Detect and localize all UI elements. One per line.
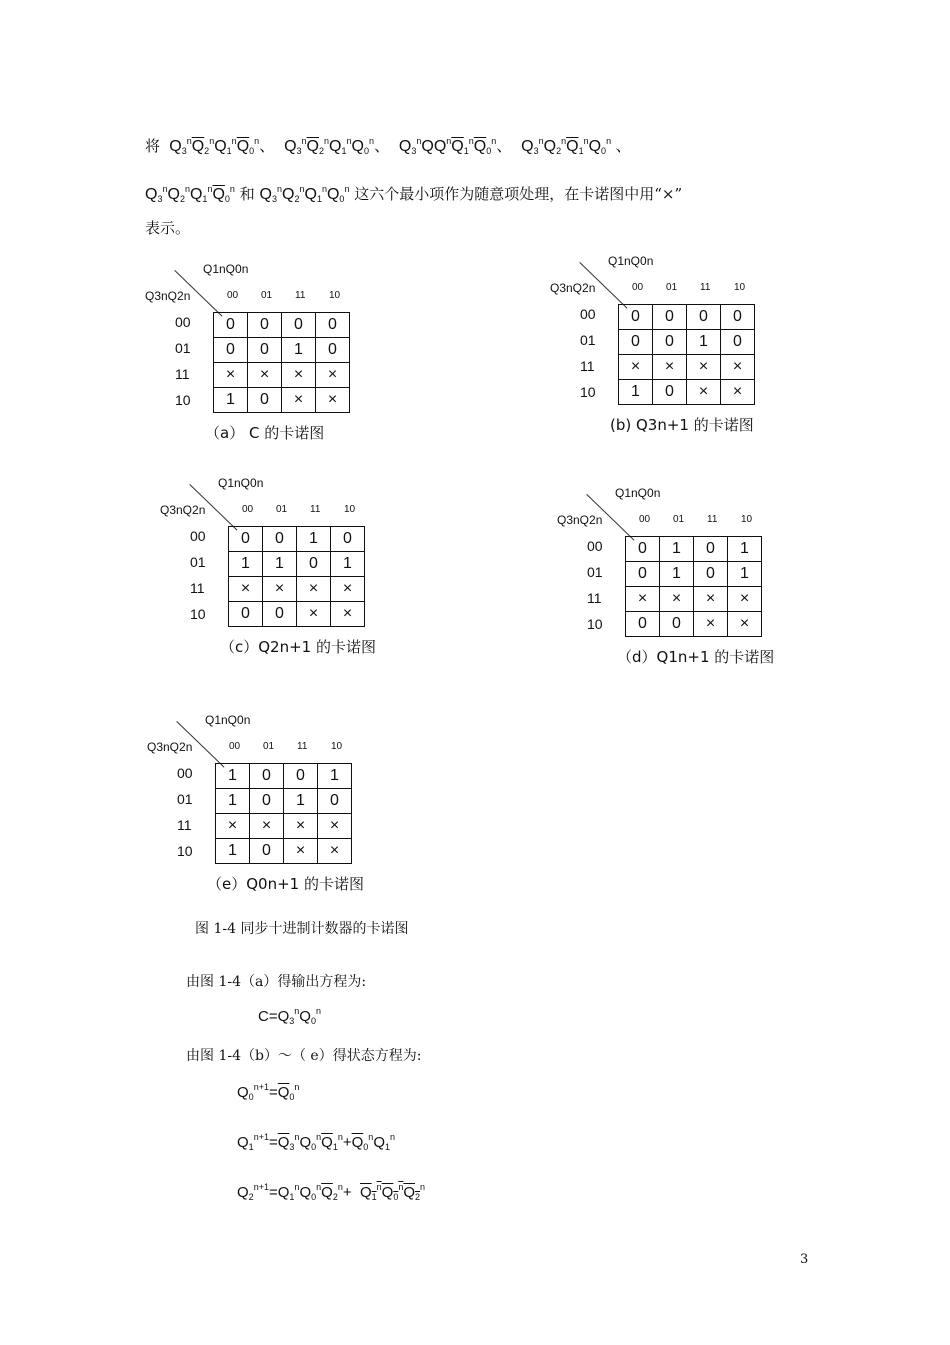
- minterm-5: $Q_3^nQ_2^nQ_1^n\overline{Q}_0^n$: [145, 184, 235, 204]
- kmap-row-header: 00: [175, 314, 191, 330]
- kmap-row: [214, 388, 350, 413]
- kmap-cell: 0: [653, 330, 687, 355]
- kmap-row: [229, 527, 365, 552]
- kmap-cell: 0: [721, 330, 755, 355]
- kmap-row-variable: Q3nQ2n: [147, 740, 193, 754]
- kmap-cell: 0: [660, 612, 694, 637]
- kmap-row: [214, 338, 350, 363]
- kmap-row: [229, 577, 365, 602]
- kmap-cell: ×: [318, 814, 352, 839]
- kmap-cell: 0: [248, 338, 282, 363]
- kmap-row-header: 01: [177, 791, 193, 807]
- kmap-cell: 1: [728, 537, 762, 562]
- kmap-cell: 0: [214, 313, 248, 338]
- kmap-cell: 0: [721, 305, 755, 330]
- kmap-column-header: 10: [344, 504, 356, 515]
- kmap-cell: ×: [728, 612, 762, 637]
- kmap-cell: 1: [331, 552, 365, 577]
- kmap-row-variable: Q3nQ2n: [145, 289, 191, 303]
- kmap-column-header: 11: [297, 741, 308, 752]
- kmap-row: [626, 587, 762, 612]
- kmap-c: [160, 476, 390, 666]
- kmap-row-header: 01: [587, 564, 603, 580]
- kmap-cell: 1: [687, 330, 721, 355]
- kmap-column-variable: Q1nQ0n: [203, 262, 249, 276]
- text-output-equation-intro: 由图 1-4（a）得输出方程为:: [186, 974, 367, 990]
- kmap-row: [216, 764, 352, 789]
- kmap-caption: （d）Q1n+1 的卡诺图: [617, 648, 775, 666]
- kmap-grid: [625, 536, 762, 637]
- kmap-cell: 0: [214, 338, 248, 363]
- equation-q1: $Q_1^{n+1}=\overline{Q}_3^nQ_0^n\overline{Q}_1^n+\overline{Q}_0^nQ_1^n$: [237, 1132, 396, 1152]
- kmap-row-header: 01: [190, 554, 206, 570]
- intro-and: 和: [239, 185, 255, 203]
- kmap-row-header: 00: [580, 306, 596, 322]
- kmap-cell: ×: [728, 587, 762, 612]
- kmap-cell: 0: [653, 380, 687, 405]
- kmap-cell: ×: [687, 355, 721, 380]
- kmap-cell: ×: [284, 814, 318, 839]
- kmap-cell: 0: [282, 313, 316, 338]
- kmap-row: [619, 330, 755, 355]
- kmap-cell: 0: [250, 764, 284, 789]
- kmap-column-variable: Q1nQ0n: [218, 476, 264, 490]
- kmap-cell: ×: [216, 814, 250, 839]
- kmap-cell: 0: [626, 612, 660, 637]
- kmap-row-header: 10: [190, 606, 206, 622]
- kmap-column-header: 10: [329, 290, 341, 301]
- kmap-row-variable: Q3nQ2n: [160, 503, 206, 517]
- kmap-a: [145, 262, 375, 452]
- kmap-cell: 0: [626, 562, 660, 587]
- kmap-row-header: 10: [587, 616, 603, 632]
- kmap-row-header: 10: [580, 384, 596, 400]
- minterm-1: $Q_3^n\overline{Q}_2^nQ_1^n\overline{Q}_0^n$、 $Q_3^n\overline{Q}_2^nQ_1^nQ_0^n$、 $Q_3^nQQ^n\overline{Q}_1^n\overline{Q}_0^n$、 $Q_3^nQ_2^n\overline{Q}_1^nQ_0^n$ 、: [164, 136, 632, 156]
- equation-q2: $Q_2^{n+1}=Q_1^nQ_0^n\overline{Q}_2^n+ Q_1^nQ_0^nQ_2^n$: [237, 1182, 426, 1202]
- kmap-cell: 1: [263, 552, 297, 577]
- kmap-row-header: 10: [177, 843, 193, 859]
- text-state-equation-intro: 由图 1-4（b）～（ e）得状态方程为:: [186, 1048, 422, 1064]
- kmap-cell: ×: [282, 363, 316, 388]
- kmap-cell: 1: [728, 562, 762, 587]
- kmap-cell: ×: [721, 355, 755, 380]
- equation-c: $C=Q_3^nQ_0^n$: [258, 1006, 321, 1026]
- kmap-row-header: 11: [177, 817, 192, 833]
- kmap-cell: ×: [694, 612, 728, 637]
- kmap-grid: [618, 304, 755, 405]
- kmap-caption: （c）Q2n+1 的卡诺图: [220, 638, 376, 656]
- kmap-column-header: 11: [707, 514, 718, 525]
- kmap-column-header: 00: [632, 282, 644, 293]
- kmap-cell: 1: [297, 527, 331, 552]
- kmap-cell: 1: [282, 338, 316, 363]
- kmap-column-header: 10: [734, 282, 746, 293]
- kmap-grid: [213, 312, 350, 413]
- kmap-cell: 1: [619, 380, 653, 405]
- kmap-cell: 0: [694, 537, 728, 562]
- kmap-grid: [228, 526, 365, 627]
- kmap-cell: ×: [626, 587, 660, 612]
- kmap-cell: 1: [216, 839, 250, 864]
- intro-line-3: 表示。: [145, 219, 191, 237]
- kmap-column-header: 01: [673, 514, 685, 525]
- kmap-row: [619, 380, 755, 405]
- kmap-cell: ×: [660, 587, 694, 612]
- kmap-cell: 0: [248, 388, 282, 413]
- kmap-cell: ×: [297, 577, 331, 602]
- figure-caption: 图 1-4 同步十进制计数器的卡诺图: [195, 921, 409, 937]
- kmap-row: [626, 537, 762, 562]
- kmap-cell: 0: [297, 552, 331, 577]
- kmap-caption: （a） C 的卡诺图: [205, 424, 325, 442]
- kmap-cell: 1: [660, 562, 694, 587]
- kmap-cell: 1: [229, 552, 263, 577]
- kmap-cell: 0: [263, 602, 297, 627]
- intro-prefix: 将: [145, 137, 161, 155]
- kmap-cell: ×: [331, 577, 365, 602]
- kmap-cell: ×: [694, 587, 728, 612]
- kmap-d: [557, 486, 787, 676]
- kmap-cell: 0: [687, 305, 721, 330]
- kmap-cell: 1: [216, 789, 250, 814]
- kmap-row-header: 11: [580, 358, 595, 374]
- kmap-column-header: 00: [242, 504, 254, 515]
- kmap-column-variable: Q1nQ0n: [608, 254, 654, 268]
- kmap-column-header: 01: [261, 290, 273, 301]
- kmap-cell: 0: [248, 313, 282, 338]
- kmap-cell: ×: [229, 577, 263, 602]
- kmap-column-header: 00: [229, 741, 241, 752]
- kmap-column-header: 00: [639, 514, 651, 525]
- kmap-row: [229, 552, 365, 577]
- kmap-row-header: 00: [587, 538, 603, 554]
- kmap-column-header: 11: [310, 504, 321, 515]
- kmap-row-header: 01: [175, 340, 191, 356]
- kmap-cell: 0: [250, 839, 284, 864]
- kmap-row-header: 00: [190, 528, 206, 544]
- kmap-column-header: 01: [276, 504, 288, 515]
- kmap-cell: ×: [263, 577, 297, 602]
- kmap-row: [619, 355, 755, 380]
- kmap-cell: 1: [318, 764, 352, 789]
- kmap-cell: ×: [316, 363, 350, 388]
- kmap-row-header: 11: [587, 590, 602, 606]
- kmap-row: [216, 814, 352, 839]
- kmap-cell: 0: [250, 789, 284, 814]
- kmap-row: [229, 602, 365, 627]
- kmap-cell: 0: [653, 305, 687, 330]
- kmap-row-variable: Q3nQ2n: [550, 281, 596, 295]
- kmap-column-header: 10: [741, 514, 753, 525]
- kmap-cell: 0: [316, 338, 350, 363]
- equation-q0: $Q_0^{n+1}=\overline{Q}_0^n$: [237, 1082, 300, 1102]
- kmap-cell: ×: [282, 388, 316, 413]
- kmap-grid: [215, 763, 352, 864]
- kmap-cell: 1: [660, 537, 694, 562]
- kmap-column-variable: Q1nQ0n: [205, 713, 251, 727]
- kmap-cell: ×: [653, 355, 687, 380]
- kmap-cell: 0: [331, 527, 365, 552]
- kmap-cell: 1: [214, 388, 248, 413]
- kmap-row-header: 11: [190, 580, 205, 596]
- kmap-row: [216, 839, 352, 864]
- minterm-6: $Q_3^nQ_2^nQ_1^nQ_0^n$: [259, 184, 350, 204]
- kmap-column-header: 01: [263, 741, 275, 752]
- kmap-cell: 0: [229, 527, 263, 552]
- kmap-row: [216, 789, 352, 814]
- kmap-cell: ×: [318, 839, 352, 864]
- kmap-cell: ×: [250, 814, 284, 839]
- kmap-row-header: 00: [177, 765, 193, 781]
- kmap-row-header: 10: [175, 392, 191, 408]
- kmap-cell: ×: [721, 380, 755, 405]
- kmap-cell: ×: [316, 388, 350, 413]
- kmap-caption: (b) Q3n+1 的卡诺图: [610, 416, 754, 434]
- intro-line-2: [145, 183, 682, 204]
- kmap-cell: 0: [694, 562, 728, 587]
- kmap-column-header: 00: [227, 290, 239, 301]
- kmap-row-header: 01: [580, 332, 596, 348]
- kmap-row: [214, 363, 350, 388]
- kmap-cell: 0: [316, 313, 350, 338]
- kmap-row: [626, 612, 762, 637]
- kmap-cell: ×: [619, 355, 653, 380]
- kmap-cell: ×: [284, 839, 318, 864]
- kmap-column-header: 10: [331, 741, 343, 752]
- kmap-cell: 0: [318, 789, 352, 814]
- kmap-cell: ×: [214, 363, 248, 388]
- kmap-cell: 0: [284, 764, 318, 789]
- kmap-column-header: 11: [295, 290, 306, 301]
- kmap-cell: ×: [248, 363, 282, 388]
- kmap-cell: 0: [626, 537, 660, 562]
- kmap-row-variable: Q3nQ2n: [557, 513, 603, 527]
- kmap-e: [147, 713, 377, 903]
- kmap-cell: 1: [284, 789, 318, 814]
- kmap-cell: 1: [216, 764, 250, 789]
- kmap-cell: ×: [297, 602, 331, 627]
- kmap-column-variable: Q1nQ0n: [615, 486, 661, 500]
- kmap-cell: 0: [619, 330, 653, 355]
- kmap-cell: 0: [619, 305, 653, 330]
- kmap-caption: （e）Q0n+1 的卡诺图: [207, 875, 364, 893]
- kmap-row: [626, 562, 762, 587]
- page-number: 3: [800, 1252, 809, 1267]
- kmap-column-header: 11: [700, 282, 711, 293]
- kmap-b: [550, 254, 780, 444]
- intro-text: 这六个最小项作为随意项处理，在卡诺图中用“×”: [354, 185, 683, 203]
- kmap-cell: ×: [331, 602, 365, 627]
- intro-line-1: [145, 133, 632, 156]
- kmap-cell: ×: [687, 380, 721, 405]
- kmap-row: [619, 305, 755, 330]
- kmap-row: [214, 313, 350, 338]
- kmap-cell: 0: [229, 602, 263, 627]
- kmap-column-header: 01: [666, 282, 678, 293]
- kmap-row-header: 11: [175, 366, 190, 382]
- kmap-cell: 0: [263, 527, 297, 552]
